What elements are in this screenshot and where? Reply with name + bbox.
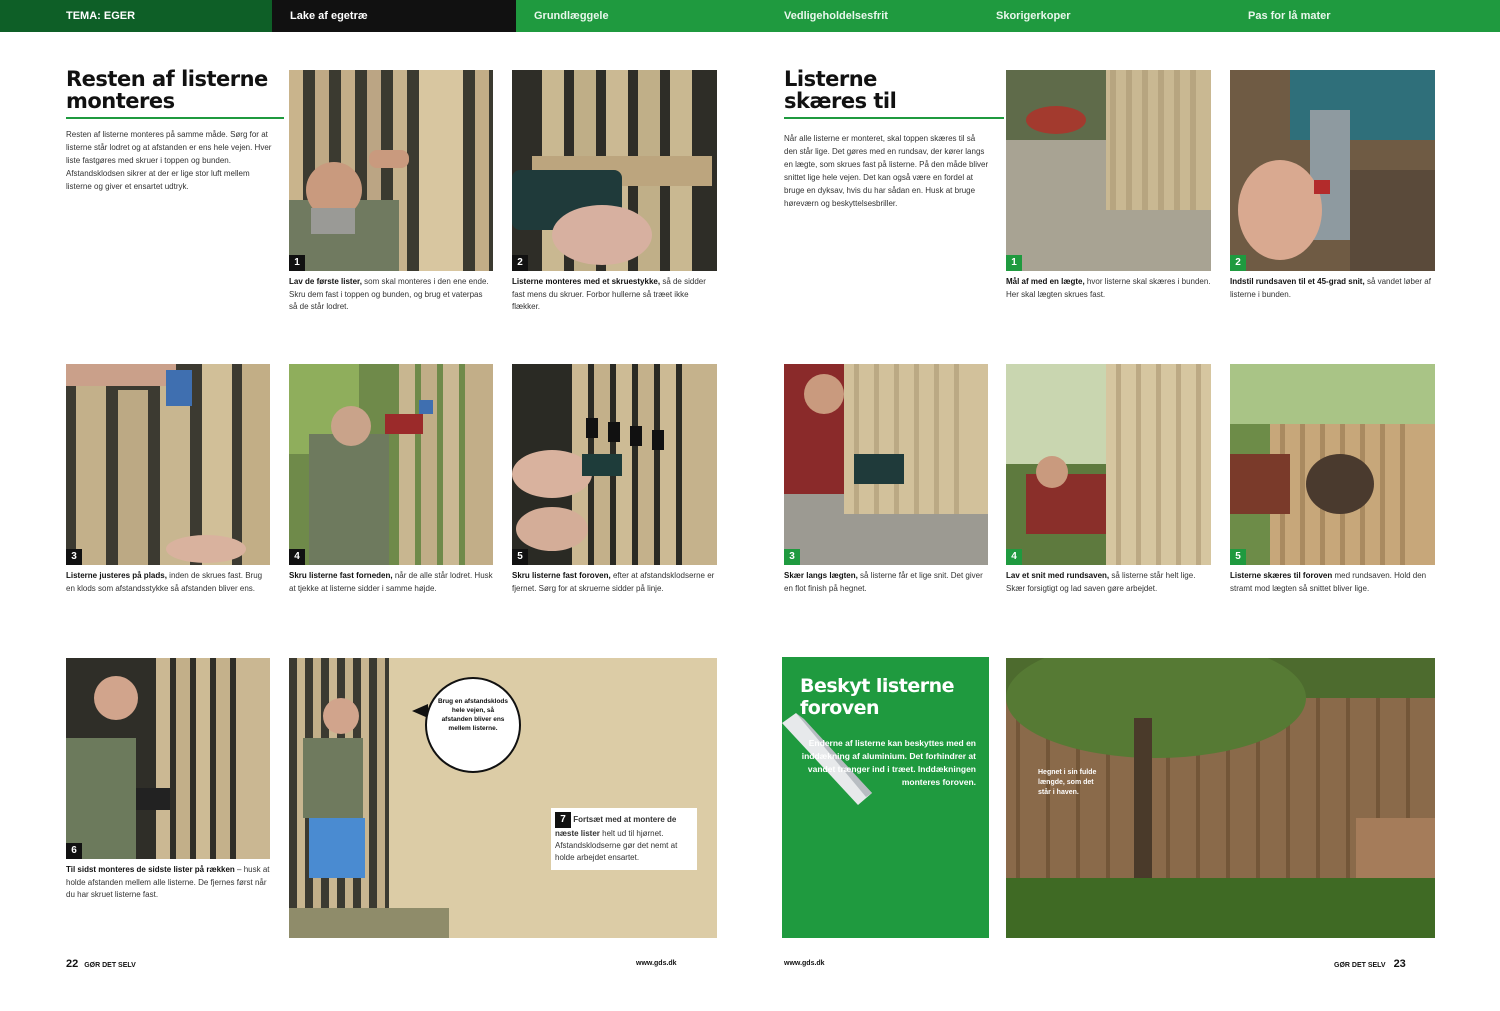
caption-cut-step-2-text: så vandet løber af listerne i bunden. <box>1230 277 1431 299</box>
caption-step-2-text: så de sidder fast mens du skruer. Forbor hullerne så træet ikke flækker. <box>512 277 706 311</box>
right-footer-url[interactable]: www.gds.dk <box>784 960 825 967</box>
left-page-number: 22 <box>66 958 79 970</box>
caption-step-7-title: Fortsæt med at montere de næste lister <box>555 815 677 838</box>
caption-cut-step-2-title: Indstil rundsaven til et 45-grad snit, <box>1230 277 1365 286</box>
photo-step-4 <box>289 364 493 565</box>
caption-step-3-text: inden de skrues fast. Brug en klods som afstandsstykke så afstanden bliver ens. <box>66 571 263 593</box>
step-number-badge: 3 <box>66 549 82 565</box>
caption-step-6 <box>66 864 270 902</box>
caption-cut-step-1-title: Mål af med en lægte, <box>1006 277 1085 286</box>
caption-cut-step-5-title: Listerne skæres til foroven <box>1230 571 1333 580</box>
caption-cut-step-3-text: så listerne får et lige snit. Det giver en flot finish på hegnet. <box>784 571 983 593</box>
caption-cut-step-4 <box>1006 570 1211 595</box>
left-footer <box>66 958 136 970</box>
step-number-badge: 5 <box>1230 549 1246 565</box>
caption-step-2-title: Listerne monteres med et skruestykke, <box>512 277 661 286</box>
caption-step-3 <box>66 570 270 595</box>
caption-step-4 <box>289 570 493 595</box>
caption-step-1 <box>289 276 493 314</box>
right-footer <box>1334 958 1410 970</box>
right-title-rule <box>784 117 1004 119</box>
caption-step-4-text: når de alle står lodret. Husk at tjekke at listerne sidder i samme højde. <box>289 571 493 593</box>
caption-step-6-text: – husk at holde afstanden mellem alle listerne. De fjernes først når du har skruet listerne fast. <box>66 865 270 899</box>
caption-step-4-title: Skru listerne fast forneden, <box>289 571 393 580</box>
caption-step-5-text: efter at afstandsklodserne er fjernet. Sørg for at skruerne sidder på linje. <box>512 571 715 593</box>
right-magazine-name: GØR DET SELV <box>1334 962 1386 969</box>
photo-cut-step-4 <box>1006 364 1211 565</box>
nav-tab-3[interactable]: Vedligeholdelsesfrit <box>784 10 888 22</box>
photo-step-6 <box>66 658 270 859</box>
photo-cut-step-2-saw <box>1230 70 1435 271</box>
nav-theme-label: TEMA: EGER <box>0 0 272 32</box>
caption-cut-step-2 <box>1230 276 1435 301</box>
caption-cut-step-3-title: Skær langs lægten, <box>784 571 858 580</box>
caption-cut-step-1-text: hvor listerne skal skæres i bunden. Her skal lægten skrues fast. <box>1006 277 1211 299</box>
photo-step-3 <box>66 364 270 565</box>
step-number-badge: 7 <box>555 812 571 828</box>
left-page-title: Resten af listerne monteres <box>66 67 268 113</box>
step-number-badge: 2 <box>1230 255 1246 271</box>
step-number-badge: 2 <box>512 255 528 271</box>
caption-step-2 <box>512 276 717 314</box>
caption-cut-step-5-text: med rundsaven. Hold den stramt mod lægten så snittet bliver lige. <box>1230 571 1427 593</box>
caption-step-6-title: Til sidst monteres de sidste lister på rækken <box>66 865 235 874</box>
caption-cut-step-1 <box>1006 276 1211 301</box>
caption-cut-step-3 <box>784 570 988 595</box>
caption-step-1-text: som skal monteres i den ene ende. Skru dem fast i toppen og bunden, og brug et vaterpas så de står lodret. <box>289 277 489 311</box>
photo-step-1 <box>289 70 493 271</box>
section-nav <box>0 0 1500 32</box>
photo-step-5 <box>512 364 717 565</box>
step-number-badge: 1 <box>289 255 305 271</box>
photo-finished-fence-garden <box>1006 658 1435 938</box>
garden-photo-caption: Hegnet i sin fulde længde, som det står i haven. <box>1038 769 1097 796</box>
caption-step-1-title: Lav de første lister, <box>289 277 362 286</box>
photo-cut-step-1 <box>1006 70 1211 271</box>
left-intro-text: Resten af listerne monteres på samme måde. Sørg for at listerne står lodret og at afstanden er ens hele vejen. Hver liste fastgøres med skruer i toppen og bunden. Afstandsklodsen sikrer at der er lige stor luft mellem listerne og giver et ensartet udtryk. <box>66 130 272 191</box>
step-number-badge: 4 <box>1006 549 1022 565</box>
left-title-rule <box>66 117 284 119</box>
nav-tab-active[interactable]: Lake af egetræ <box>272 0 516 32</box>
left-footer-url[interactable]: www.gds.dk <box>636 960 677 967</box>
nav-tab-4[interactable]: Skorigerkoper <box>996 10 1071 22</box>
caption-cut-step-4-text: så listerne står helt lige. Skær forsigtigt og lad saven gøre arbejdet. <box>1006 571 1196 593</box>
caption-cut-step-4-title: Lav et snit med rundsaven, <box>1006 571 1110 580</box>
caption-step-5-title: Skru listerne fast foroven, <box>512 571 611 580</box>
photo-cut-step-5 <box>1230 364 1435 565</box>
step-number-badge: 4 <box>289 549 305 565</box>
nav-tab-5[interactable]: Pas for lå mater <box>1248 10 1331 22</box>
caption-step-5 <box>512 570 717 595</box>
step-number-badge: 3 <box>784 549 800 565</box>
right-page-title: Listerne skæres til <box>784 67 897 113</box>
caption-step-7-text: helt ud til hjørnet. Afstandsklodserne gør det nemt at holde arbejdet ensartet. <box>555 829 678 862</box>
protect-box-title: Beskyt listerne foroven <box>800 675 954 719</box>
step-number-badge: 5 <box>512 549 528 565</box>
caption-cut-step-5 <box>1230 570 1435 595</box>
right-intro-text: Når alle listerne er monteret, skal toppen skæres til så den står lige. Det gøres med en rundsav, der kører langs en lægte, som skrues fast på listerne. På den måde bliver snittet lige hele vejen. Det kan også være en fordel at bruge en dyksav, hvis du har sådan en. Husk at bruge høreværn og beskyttelsesbriller. <box>784 134 989 208</box>
photo-cut-step-3 <box>784 364 988 565</box>
nav-tab-2[interactable]: Grundlæggele <box>534 10 609 22</box>
caption-step-3-title: Listerne justeres på plads, <box>66 571 167 580</box>
protect-box-text: Enderne af listerne kan beskyttes med en inddækning af aluminium. Det forhindrer at vandet trænger ind i træet. Inddækningen monteres foroven. <box>801 738 976 787</box>
photo-step-2-drill <box>512 70 717 271</box>
step-number-badge: 6 <box>66 843 82 859</box>
step-number-badge: 1 <box>1006 255 1022 271</box>
right-page-number: 23 <box>1393 958 1406 970</box>
left-magazine-name: GØR DET SELV <box>84 962 136 969</box>
caption-step-7 <box>551 808 697 870</box>
protect-listerne-box <box>782 657 989 938</box>
tip-speech-bubble: Brug en afstandsklods hele vejen, så afstanden bliver ens mellem listerne. <box>425 677 521 773</box>
